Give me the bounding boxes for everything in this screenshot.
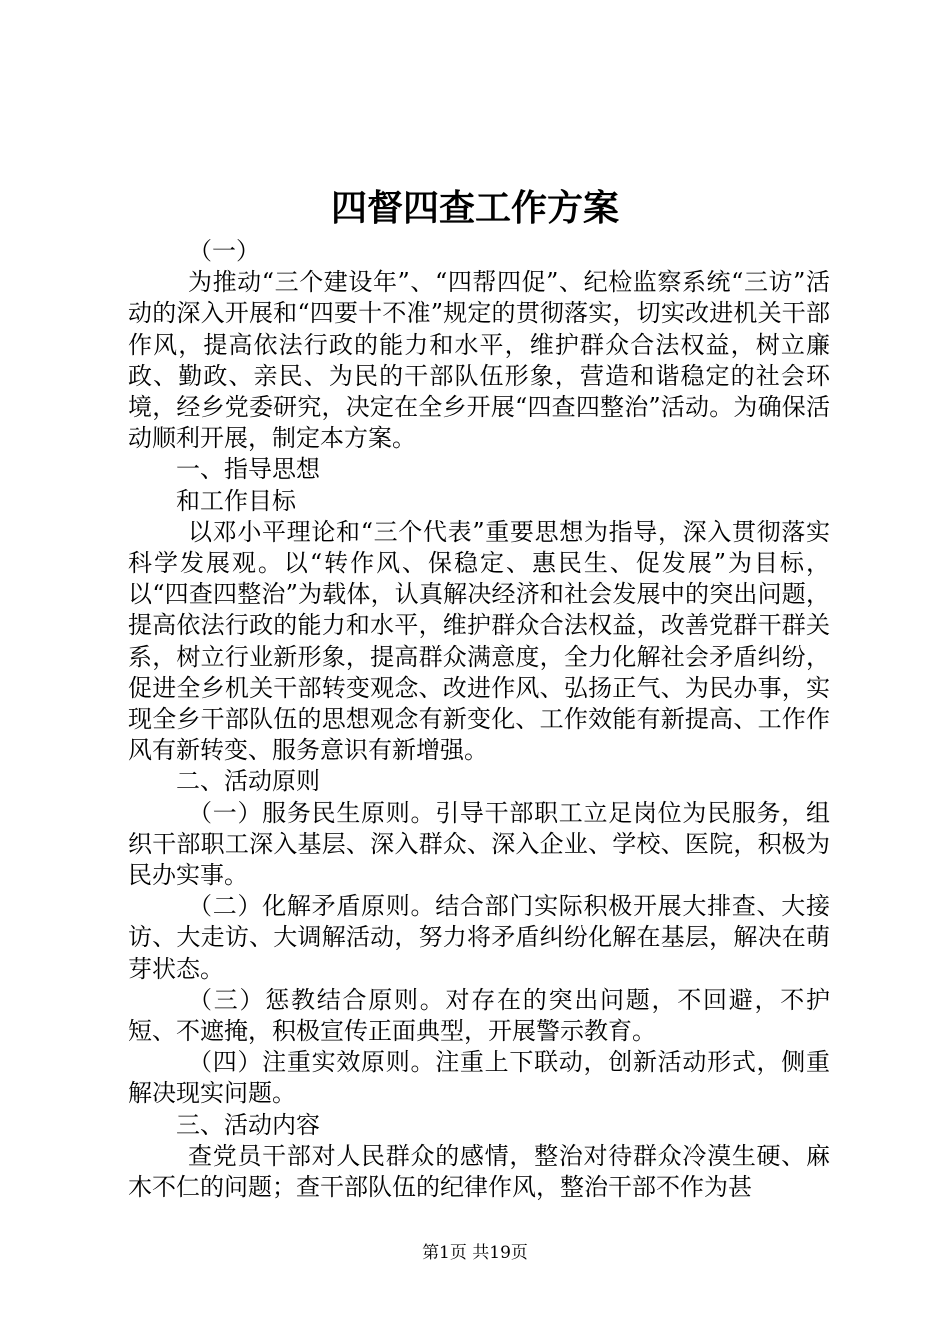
body-paragraph: 为推动“三个建设年”、“四帮四促”、纪检监察系统“三访”活动的深入开展和“四要十不准”规定的贯彻落实，切实改进机关干部作风，提高依法行政的能力和水平，维护群众合法权益，树立廉政、勤政、亲民、为民的干部队伍形象，营造和谐稳定的社会环境，经乡党委研究，决定在全乡开展“四查四整治”活动。为确保活动顺利开展，制定本方案。: [128, 268, 830, 453]
body-paragraph: 以邓小平理论和“三个代表”重要思想为指导，深入贯彻落实科学发展观。以“转作风、保稳定、惠民生、促发展”为目标，以“四查四整治”为载体，认真解决经济和社会发展中的突出问题，提高依法行政的能力和水平，维护群众合法权益，改善党群干群关系，树立行业新形象，提高群众满意度，全力化解社会矛盾纠纷，促进全乡机关干部转变观念、改进作风、弘扬正气、为民办事，实现全乡干部队伍的思想观念有新变化、工作效能有新提高、工作作风有新转变、服务意识有新增强。: [128, 517, 830, 765]
section-marker: （一）: [188, 237, 260, 265]
section-heading: 二、活动原则: [176, 767, 320, 796]
body-paragraph: （四）注重实效原则。注重上下联动，创新活动形式，侧重解决现实问题。: [128, 1048, 830, 1108]
document-body: [128, 236, 830, 1203]
section-heading: 三、活动内容: [176, 1110, 320, 1139]
page-footer: 第1页 共19页: [422, 1243, 528, 1263]
section-heading: 一、指导思想: [176, 455, 320, 484]
body-paragraph: 查党员干部对人民群众的感情，整治对待群众冷漠生硬、麻木不仁的问题；查干部队伍的纪律作风，整治干部不作为甚: [128, 1141, 830, 1202]
section-heading-continued: 和工作目标: [176, 486, 296, 515]
body-paragraph: （三）惩教结合原则。对存在的突出问题，不回避，不护短、不遮掩，积极宣传正面典型，开展警示教育。: [128, 985, 830, 1046]
body-paragraph: （二）化解矛盾原则。结合部门实际积极开展大排查、大接访、大走访、大调解活动，努力将矛盾纠纷化解在基层，解决在萌芽状态。: [128, 892, 830, 983]
document-title: 四督四查工作方案: [330, 187, 619, 229]
body-paragraph: （一）服务民生原则。引导干部职工立足岗位为民服务，组织干部职工深入基层、深入群众、深入企业、学校、医院，积极为民办实事。: [128, 798, 830, 890]
